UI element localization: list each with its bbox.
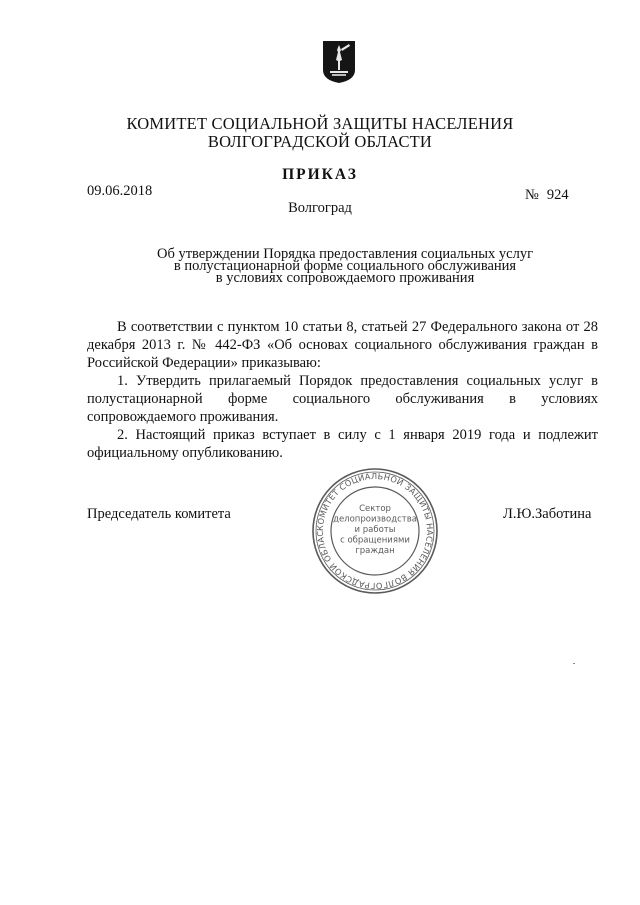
body-paragraph-item2: 2. Настоящий приказ вступает в силу с 1 января 2019 года и подлежит официальному опубликованию. <box>87 427 598 461</box>
document-title-line3: в условиях сопровождаемого проживания <box>215 270 475 286</box>
stamp-center-line: делопроизводства <box>333 514 417 525</box>
stamp-center-line: Сектор <box>359 504 391 514</box>
document-body <box>87 318 598 462</box>
number-value: 924 <box>546 187 569 203</box>
signer-position: Председатель комитета <box>87 506 231 522</box>
scan-speck <box>573 663 575 664</box>
stamp-center-line: и работы <box>354 525 396 535</box>
number-sign: № <box>525 187 539 203</box>
organization-name-line2: ВОЛГОГРАДСКОЙ ОБЛАСТИ <box>207 132 433 151</box>
body-paragraph-item1: 1. Утвердить прилагаемый Порядок предоставления социальных услуг в полустационарной форме социального обслуживания в условиях сопровождаемого проживания. <box>87 373 598 425</box>
signer-name: Л.Ю.Заботина <box>503 506 592 522</box>
stamp-center-line: с обращениями <box>340 535 410 546</box>
body-paragraph-preamble: В соответствии с пунктом 10 статьи 8, статьей 27 Федерального закона от 28 декабря 2013 г. № 442-ФЗ «Об основах социального обслуживания граждан в Российской Федерации» приказываю: <box>87 319 598 371</box>
document-date: 09.06.2018 <box>87 183 153 199</box>
organization-name-line1: КОМИТЕТ СОЦИАЛЬНОЙ ЗАЩИТЫ НАСЕЛЕНИЯ <box>126 114 514 133</box>
stamp-ring-text: КОМИТЕТ СОЦИАЛЬНОЙ ЗАЩИТЫ НАСЕЛЕНИЯ ВОЛГОГРАДСКОЙ ОБЛАС <box>314 470 436 592</box>
document-city: Волгоград <box>288 200 352 216</box>
official-stamp <box>310 466 440 596</box>
document-type: ПРИКАЗ <box>282 166 358 183</box>
document-title-line2: в полустационарной форме социального обслуживания <box>173 258 517 274</box>
stamp-center-line: граждан <box>355 546 395 556</box>
document-title-line1: Об утверждении Порядка предоставления социальных услуг <box>156 246 534 262</box>
coat-of-arms-icon <box>322 40 356 84</box>
